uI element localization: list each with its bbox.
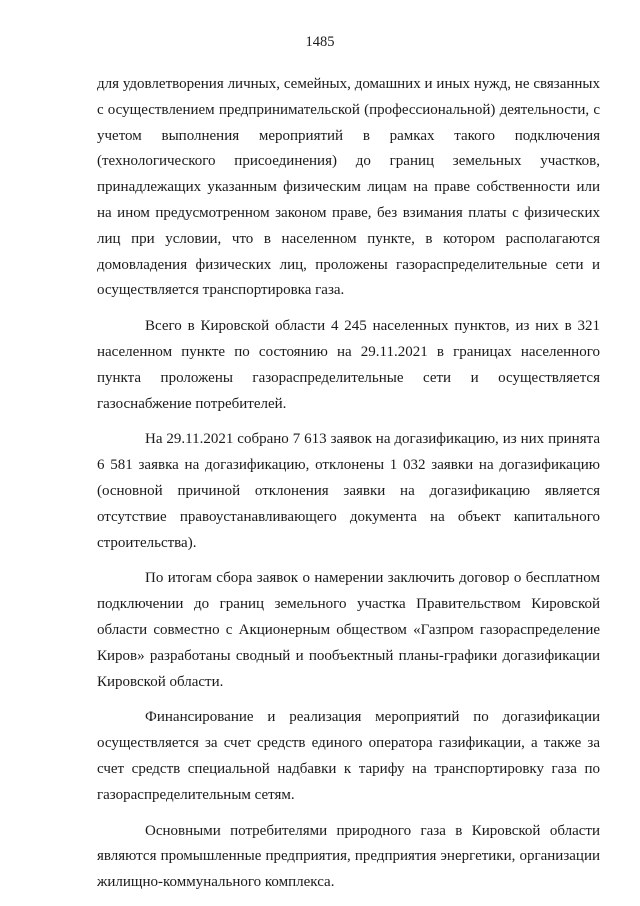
document-body [97,72,600,906]
paragraph-schedules: По итогам сбора заявок о намерении заключить договор о бесплатном подключении до границ земельного участка Правительством Кировской области совместно с Акционерным обществом «Газпром газораспределение Киров» разработаны сводный и пообъектный планы-графики догазификации Кировской области. [97,570,600,690]
page-number: 1485 [305,34,335,50]
paragraph-financing: Финансирование и реализация мероприятий по догазификации осуществляется за счет средств единого оператора газификации, а также за счет средств специальной надбавки к тарифу на транспортировку газа по газораспределительным сетям. [97,709,600,803]
paragraph-settlements: Всего в Кировской области 4 245 населенных пунктов, из них в 321 населенном пункте по состоянию на 29.11.2021 в границах населенного пункта проложены газораспределительные сети и осуществляется газоснабжение потребителей. [97,318,600,412]
paragraph-consumers: Основными потребителями природного газа в Кировской области являются промышленные предприятия, предприятия энергетики, организации жилищно-коммунального комплекса. [97,822,600,891]
paragraph-applications: На 29.11.2021 собрано 7 613 заявок на догазификацию, из них принята 6 581 заявка на догазификацию, отклонены 1 032 заявки на догазификацию (основной причиной отклонения заявки на догазификацию является отсутствие правоустанавливающего документа на объект капитального строительства). [97,431,600,551]
paragraph-continuation: для удовлетворения личных, семейных, домашних и иных нужд, не связанных с осуществлением предпринимательской (профессиональной) деятельности, с учетом выполнения мероприятий в рамках такого подключения (технологического присоединения) до границ земельных участков, принадлежащих указанным физическим лицам на праве собственности или на ином предусмотренном законом праве, без взимания платы с физических лиц при условии, что в населенном пункте, в котором располагаются домовладения физических лиц, проложены газораспределительные сети и осуществляется транспортировка газа. [97,76,600,299]
